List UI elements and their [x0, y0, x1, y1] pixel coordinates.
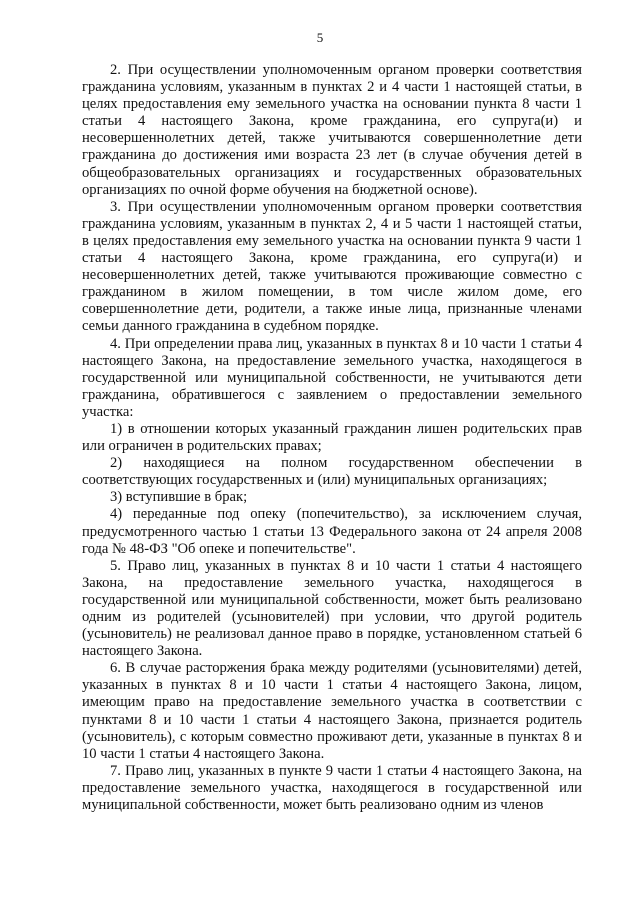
list-item-3: 3) вступившие в брак; [110, 489, 248, 506]
paragraph-5: 5. Право лиц, указанных в пунктах 8 и 10 части 1 статьи 4 настоящего Закона, на предоставление земельного участка, находящегося в государственной или муниципальной собственности, может быть реализовано одним из родителей (усыновителей) при условии, что другой родитель (усыновитель) не реализовал данное право в порядке, установленном статьей 6 настоящего Закона. [82, 557, 582, 660]
paragraph-4: 4. При определении права лиц, указанных в пунктах 8 и 10 части 1 статьи 4 настоящего Закона, на предоставление земельного участка, находящегося в государственной или муниципальной собственности, не учитываются дети гражданина, обратившегося с заявлением о предоставлении земельного участка: [82, 335, 582, 420]
list-item-1: 1) в отношении которых указанный гражданин лишен родительских прав или ограничен в родительских правах; [82, 420, 582, 455]
paragraph-6: 6. В случае расторжения брака между родителями (усыновителями) детей, указанных в пунктах 8 и 10 части 1 статьи 4 настоящего Закона, лицом, имеющим право на предоставление земельного участка в соответствии с пунктами 8 и 10 части 1 статьи 4 настоящего Закона, признается родитель (усыновитель), с которым совместно проживают дети, указанные в пунктах 8 и 10 части 1 статьи 4 настоящего Закона. [82, 660, 582, 762]
paragraph-3: 3. При осуществлении уполномоченным органом проверки соответствия гражданина условиям, указанным в пунктах 2, 4 и 5 части 1 настоящей статьи, в целях предоставления ему земельного участка на основании пункта 9 части 1 статьи 4 настоящего Закона, кроме гражданина, его супруга(и) и несовершеннолетних детей, также учитываются проживающие совместно с гражданином в жилом помещении, в том числе жилом доме, его совершеннолетние дети, родители, а также иные лица, признанные членами семьи данного гражданина в судебном порядке. [82, 198, 582, 335]
list-item-4: 4) переданные под опеку (попечительство), за исключением случая, предусмотренного частью 1 статьи 13 Федерального закона от 24 апреля 2008 года № 48-ФЗ "Об опеке и попечительстве". [82, 506, 582, 557]
list-item-2: 2) находящиеся на полном государственном обеспечении в соответствующих государственных и (или) муниципальных организациях; [82, 455, 582, 489]
paragraph-7: 7. Право лиц, указанных в пункте 9 части 1 статьи 4 настоящего Закона, на предоставление земельного участка, находящегося в государственной или муниципальной собственности, может быть реализовано одним из членов [82, 762, 582, 814]
paragraph-2: 2. При осуществлении уполномоченным органом проверки соответствия гражданина условиям, указанным в пунктах 2 и 4 части 1 настоящей статьи, в целях предоставления ему земельного участка на основании пункта 8 части 1 статьи 4 настоящего Закона, кроме гражданина, его супруга(и) и несовершеннолетних детей, также учитываются совершеннолетние дети гражданина до достижения ими возраста 23 лет (в случае обучения детей в общеобразовательных организациях и государственных образовательных организациях по очной форме обучения на бюджетной основе). [82, 62, 582, 198]
page-number: 5 [316, 30, 324, 45]
document-body [82, 62, 582, 814]
